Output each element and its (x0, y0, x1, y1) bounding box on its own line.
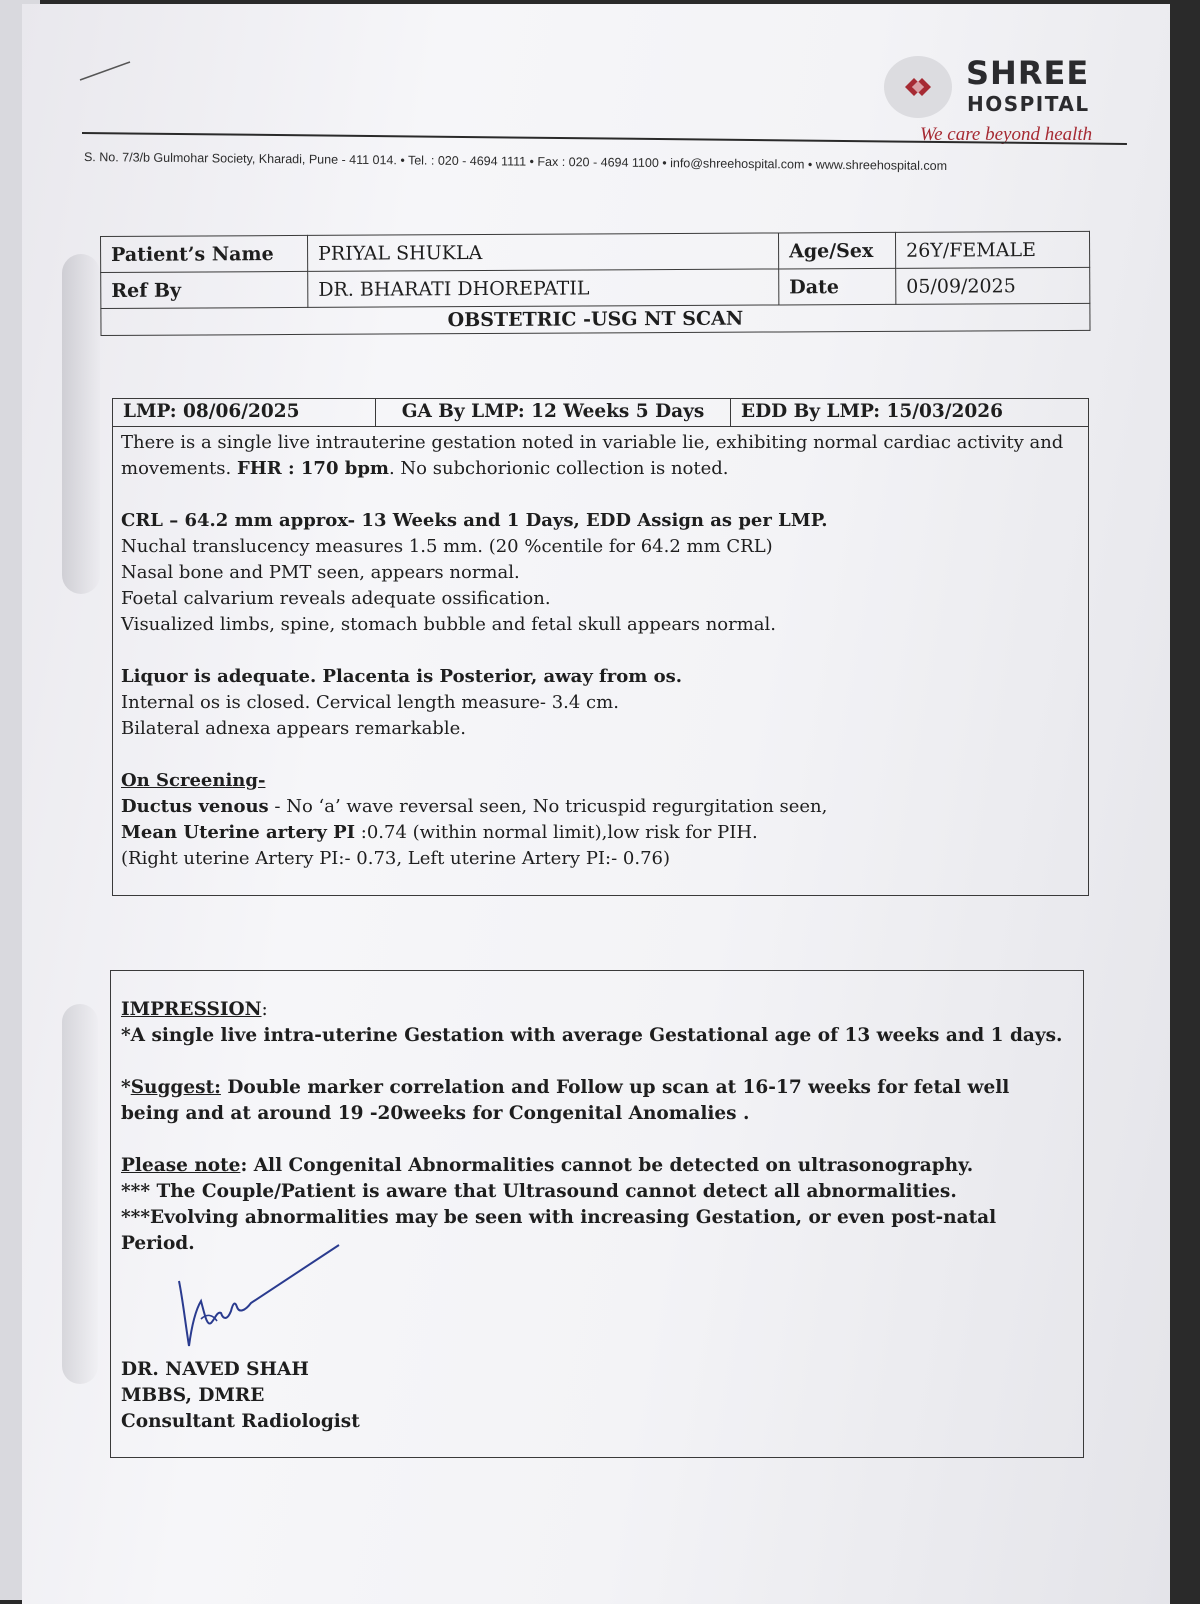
impression-line-1: *A single live intra-uterine Gestation with average Gestational age of 13 weeks and 1 days. (121, 1025, 1063, 1046)
uterine-line (121, 820, 1080, 846)
patient-row-3 (101, 303, 1090, 335)
binder-shadow-lower (62, 1004, 98, 1384)
fhr-value: FHR : 170 bpm (236, 458, 389, 479)
date-value: 05/09/2025 (896, 267, 1090, 304)
patient-name-value: PRIYAL SHUKLA (307, 233, 778, 271)
gestation-paragraph (121, 430, 1080, 482)
findings-text (113, 427, 1088, 872)
impression-heading (121, 997, 1073, 1023)
crl-line: CRL – 64.2 mm approx- 13 Weeks and 1 Days, EDD Assign as per LMP. (121, 510, 828, 531)
edd-cell: EDD By LMP: 15/03/2026 (741, 401, 1003, 422)
nt-line: Nuchal translucency measures 1.5 mm. (20 %centile for 64.2 mm CRL) (121, 536, 773, 557)
ga-cell: GA By LMP: 12 Weeks 5 Days (376, 399, 731, 426)
impression-colon: : (261, 999, 268, 1020)
subchorionic-text: . No subchorionic collection is noted. (388, 458, 729, 479)
hospital-name: SHREE (966, 54, 1090, 92)
patient-row-1 (101, 231, 1090, 272)
binder-shadow (62, 254, 100, 594)
hospital-logo (884, 54, 1144, 164)
findings-box (112, 398, 1089, 896)
nasal-line: Nasal bone and PMT seen, appears normal. (121, 562, 520, 583)
patient-name-label: Patient’s Name (101, 235, 308, 272)
suggest-text: Double marker correlation and Follow up scan at 16-17 weeks for fetal well being and at around 19 -20weeks for Congenital Anomalies . (121, 1077, 1010, 1124)
doctor-qualification: MBBS, DMRE (121, 1385, 265, 1406)
limbs-line: Visualized limbs, spine, stomach bubble and fetal skull appears normal. (121, 614, 777, 635)
dates-row (113, 399, 1088, 427)
date-label: Date (779, 268, 896, 305)
note-label: Please note (121, 1155, 241, 1176)
patient-info-table (100, 231, 1091, 336)
calvarium-line: Foetal calvarium reveals adequate ossification. (121, 588, 551, 609)
liquor-line: Liquor is adequate. Placenta is Posterior, away from os. (121, 666, 683, 687)
impression-box (110, 970, 1084, 1458)
suggest-star: * (121, 1077, 131, 1098)
note-line-3: ***Evolving abnormalities may be seen with increasing Gestation, or even post-natal Period. (121, 1207, 997, 1254)
impression-text (111, 971, 1083, 1257)
age-sex-value: 26Y/FEMALE (895, 231, 1089, 268)
hospital-tagline: We care beyond health (920, 124, 1093, 145)
ref-by-value: DR. BHARATI DHOREPATIL (308, 269, 779, 307)
uterine-detail-line: (Right uterine Artery PI:- 0.73, Left uterine Artery PI:- 0.76) (121, 848, 671, 869)
logo-emblem-icon (884, 56, 952, 118)
screening-title: On Screening- (121, 770, 266, 791)
ductus-text: - No ‘a’ wave reversal seen, No tricuspid regurgitation seen, (268, 796, 828, 817)
note-line-2: *** The Couple/Patient is aware that Ultrasound cannot detect all abnormalities. (121, 1181, 957, 1202)
uterine-text: :0.74 (within normal limit),low risk for PIH. (355, 822, 758, 843)
ref-by-label: Ref By (101, 271, 308, 308)
scan-title: OBSTETRIC -USG NT SCAN (101, 303, 1090, 335)
patient-row-2 (101, 267, 1090, 308)
note-paragraph (121, 1153, 1073, 1179)
report-page (22, 4, 1170, 1604)
suggest-label: Suggest: (130, 1077, 221, 1098)
hospital-address: S. No. 7/3/b Gulmohar Society, Kharadi, Pune - 411 014. • Tel. : 020 - 4694 1111 • Fax : 020 - 4694 1100 • info@shreehospital.com • www.shreehospital.com (83, 150, 948, 174)
age-sex-label: Age/Sex (778, 232, 895, 269)
uterine-label: Mean Uterine artery PI (121, 822, 356, 843)
note-text: : All Congenital Abnormalities cannot be detected on ultrasonography. (240, 1155, 974, 1176)
os-line: Internal os is closed. Cervical length measure- 3.4 cm. (121, 692, 619, 713)
lmp-cell: LMP: 08/06/2025 (113, 399, 376, 426)
adnexa-line: Bilateral adnexa appears remarkable. (121, 718, 466, 739)
suggest-paragraph (121, 1075, 1073, 1127)
ductus-line (121, 794, 1080, 820)
impression-title: IMPRESSION (121, 999, 262, 1020)
gestation-text: There is a single live intrauterine gestation noted in variable lie, exhibiting normal cardiac activity and movements. (121, 432, 1064, 479)
doctor-title: Consultant Radiologist (121, 1411, 360, 1432)
doctor-signature (161, 1241, 361, 1351)
letterhead (22, 4, 1170, 194)
ductus-label: Ductus venous (121, 796, 269, 817)
hospital-subname: HOSPITAL (967, 92, 1090, 116)
doctor-details (121, 1357, 360, 1435)
doctor-name: DR. NAVED SHAH (121, 1359, 309, 1380)
